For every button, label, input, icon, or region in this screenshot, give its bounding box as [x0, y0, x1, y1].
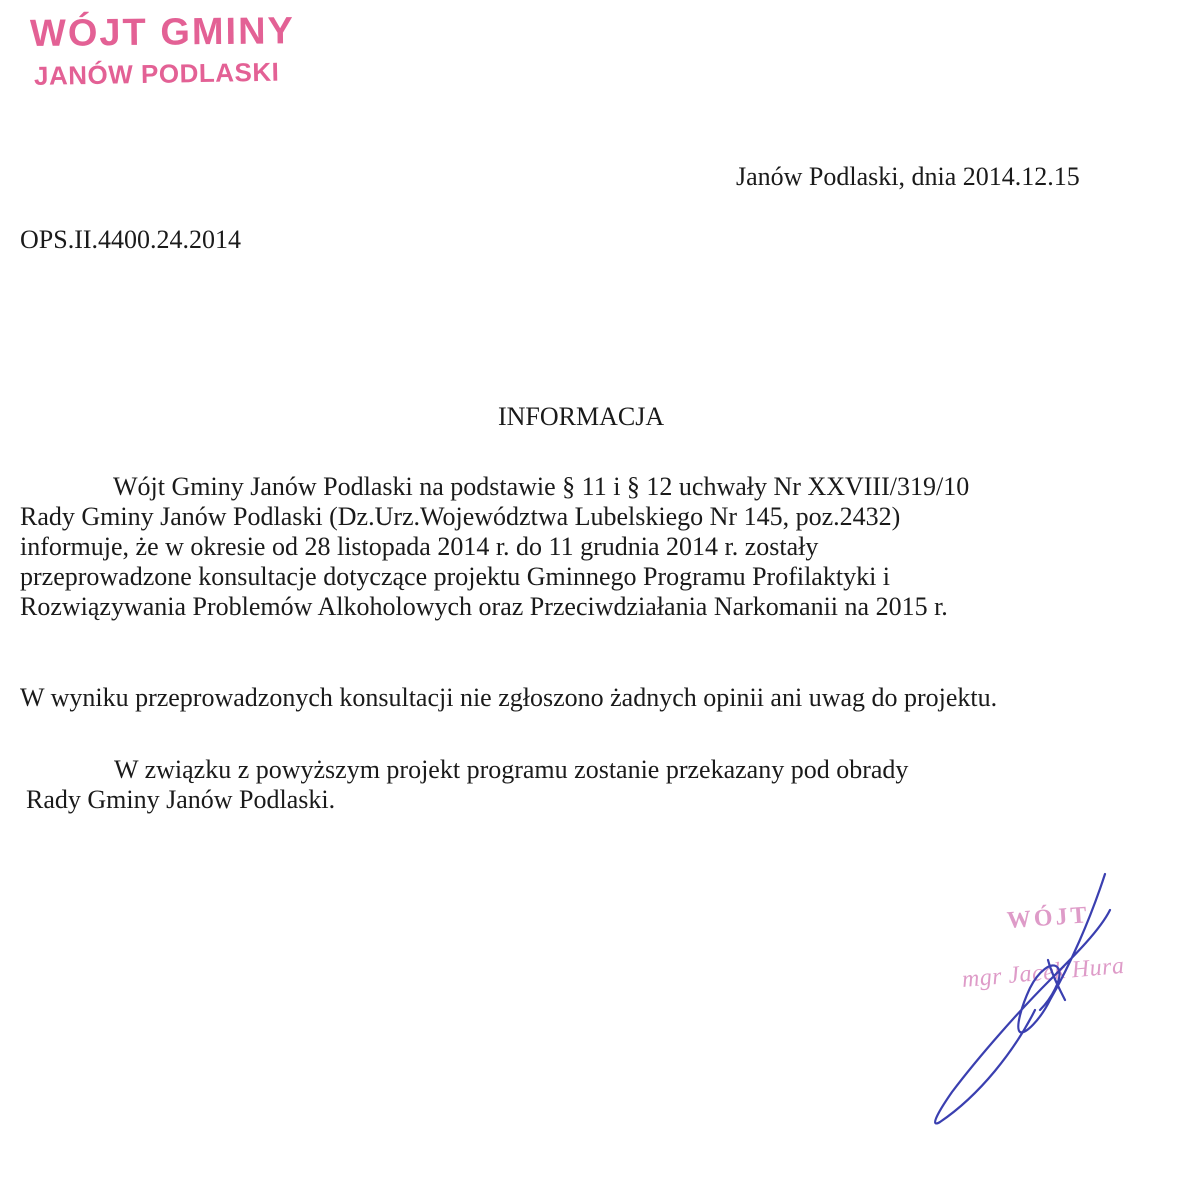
- paragraph-1: [20, 472, 969, 622]
- signature-stamp-title: WÓJT: [1006, 902, 1091, 934]
- signature-stamp-name: mgr Jacek Hura: [960, 952, 1126, 993]
- paragraph-1-line: przeprowadzone konsultacje dotyczące projektu Gminnego Programu Profilaktyki i: [20, 562, 891, 591]
- office-stamp: [30, 12, 330, 92]
- office-stamp-line-2: JANÓW PODLASKI: [33, 56, 280, 91]
- paragraph-3-line: Rady Gminy Janów Podlaski.: [26, 785, 336, 814]
- paragraph-2: [20, 683, 997, 713]
- paragraph-1-line: Wójt Gminy Janów Podlaski na podstawie § 11 i § 12 uchwały Nr XXVIII/319/10: [113, 472, 970, 501]
- paragraph-3-line: W związku z powyższym projekt programu zostanie przekazany pod obrady: [114, 755, 909, 784]
- paragraph-1-line: Rady Gminy Janów Podlaski (Dz.Urz.Województwa Lubelskiego Nr 145, poz.2432): [20, 502, 901, 531]
- paragraph-3: [26, 755, 908, 815]
- reference-number: OPS.II.4400.24.2014: [20, 225, 242, 254]
- place-and-date: Janów Podlaski, dnia 2014.12.15: [736, 162, 1080, 191]
- paragraph-1-line: Rozwiązywania Problemów Alkoholowych oraz Przeciwdziałania Narkomanii na 2015 r.: [20, 592, 948, 621]
- office-stamp-line-1: WÓJT GMINY: [29, 10, 296, 55]
- handwritten-signature: [900, 860, 1160, 1140]
- document-title: INFORMACJA: [498, 402, 665, 431]
- paragraph-1-line: informuje, że w okresie od 28 listopada 2014 r. do 11 grudnia 2014 r. zostały: [20, 532, 819, 561]
- paragraph-2-line: W wyniku przeprowadzonych konsultacji nie zgłoszono żadnych opinii ani uwag do projektu.: [20, 683, 998, 712]
